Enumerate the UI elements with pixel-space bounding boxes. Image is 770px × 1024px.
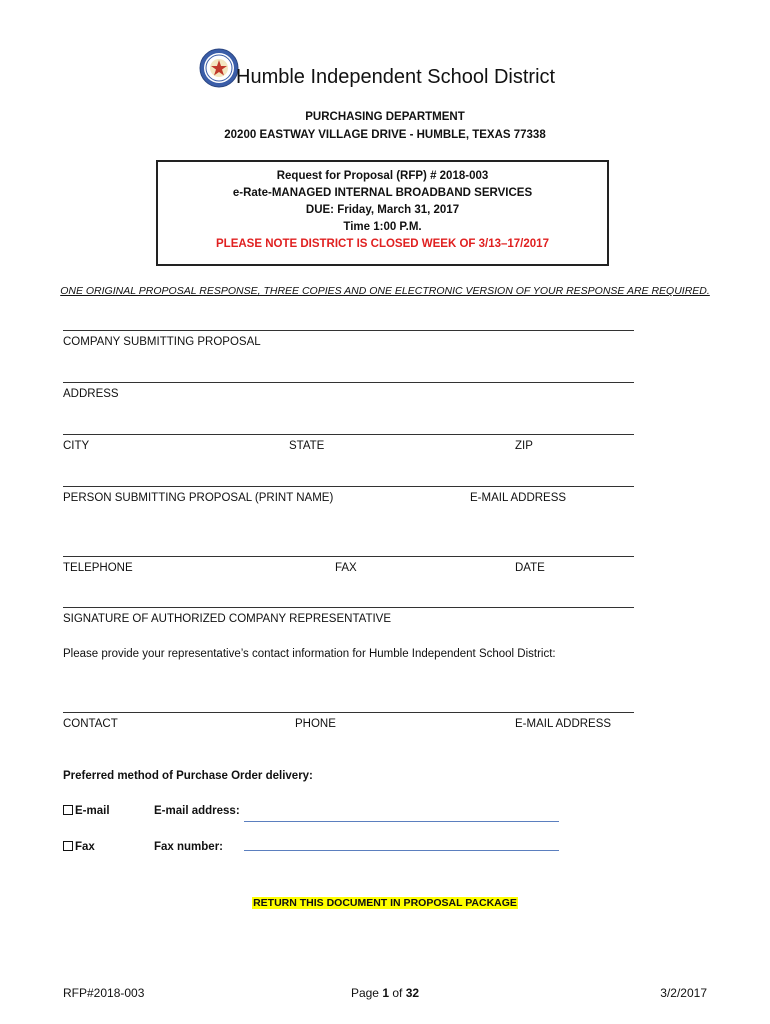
fax-number-label: Fax number:: [154, 841, 224, 853]
person-email-field-line[interactable]: [63, 486, 634, 487]
telephone-fax-date-field-line[interactable]: [63, 556, 634, 557]
telephone-label: TELEPHONE: [63, 562, 133, 574]
contact-email-label: E-MAIL ADDRESS: [515, 718, 612, 730]
rfp-info-box: [156, 160, 609, 266]
email-checkbox[interactable]: [63, 805, 73, 815]
department-address: 20200 EASTWAY VILLAGE DRIVE - HUMBLE, TEXAS 77338: [224, 129, 546, 141]
date-label: DATE: [515, 562, 545, 574]
page-current: 1: [382, 986, 389, 1000]
address-field-line[interactable]: [63, 382, 634, 383]
city-label: CITY: [63, 440, 90, 452]
fax-label: FAX: [335, 562, 357, 574]
footer-page-number: [0, 986, 770, 1000]
person-label: PERSON SUBMITTING PROPOSAL (PRINT NAME): [63, 492, 334, 504]
rfp-due-time: Time 1:00 P.M.: [343, 221, 422, 233]
rfp-title: e-Rate-MANAGED INTERNAL BROADBAND SERVICES: [232, 187, 533, 199]
submission-requirement-note: ONE ORIGINAL PROPOSAL RESPONSE, THREE COPIES AND ONE ELECTRONIC VERSION OF YOUR RESPONSE ARE REQUIRED.: [60, 285, 710, 297]
signature-field-line[interactable]: [63, 607, 634, 608]
department-title: PURCHASING DEPARTMENT: [305, 111, 465, 123]
fax-option-label: Fax: [75, 841, 95, 853]
fax-option[interactable]: [63, 841, 95, 853]
contact-field-line[interactable]: [63, 712, 634, 713]
page-of: of: [389, 986, 406, 1000]
fax-number-field[interactable]: [244, 850, 559, 851]
page-prefix: Page: [350, 986, 383, 1000]
closure-notice: PLEASE NOTE DISTRICT IS CLOSED WEEK OF 3/13–17/2017: [216, 238, 549, 250]
rfp-due-date: DUE: Friday, March 31, 2017: [305, 204, 460, 216]
district-name: Humble Independent School District: [236, 66, 556, 88]
zip-label: ZIP: [515, 440, 533, 452]
footer-rfp-number: RFP#2018-003: [63, 986, 145, 1000]
district-seal-logo: [199, 48, 239, 88]
phone-label: PHONE: [295, 718, 336, 730]
company-label: COMPANY SUBMITTING PROPOSAL: [63, 336, 261, 348]
return-note: [0, 893, 770, 911]
email-label: E-MAIL ADDRESS: [470, 492, 567, 504]
fax-checkbox[interactable]: [63, 841, 73, 851]
email-option[interactable]: [63, 805, 110, 817]
contact-prompt: Please provide your representative’s contact information for Humble Independent School District:: [63, 648, 556, 660]
city-state-zip-field-line[interactable]: [63, 434, 634, 435]
delivery-heading: Preferred method of Purchase Order delivery:: [63, 770, 313, 782]
footer-date: 3/2/2017: [660, 986, 707, 1000]
company-field-line[interactable]: [63, 330, 634, 331]
rfp-number: Request for Proposal (RFP) # 2018-003: [276, 170, 489, 182]
email-address-label: E-mail address:: [154, 805, 240, 817]
signature-label: SIGNATURE OF AUTHORIZED COMPANY REPRESENTATIVE: [63, 613, 392, 625]
page-total: 32: [405, 986, 420, 1000]
state-label: STATE: [289, 440, 325, 452]
return-note-text: RETURN THIS DOCUMENT IN PROPOSAL PACKAGE: [253, 897, 517, 909]
contact-label: CONTACT: [63, 718, 118, 730]
email-address-field[interactable]: [244, 821, 559, 822]
email-option-label: E-mail: [75, 805, 110, 817]
address-label: ADDRESS: [63, 388, 119, 400]
